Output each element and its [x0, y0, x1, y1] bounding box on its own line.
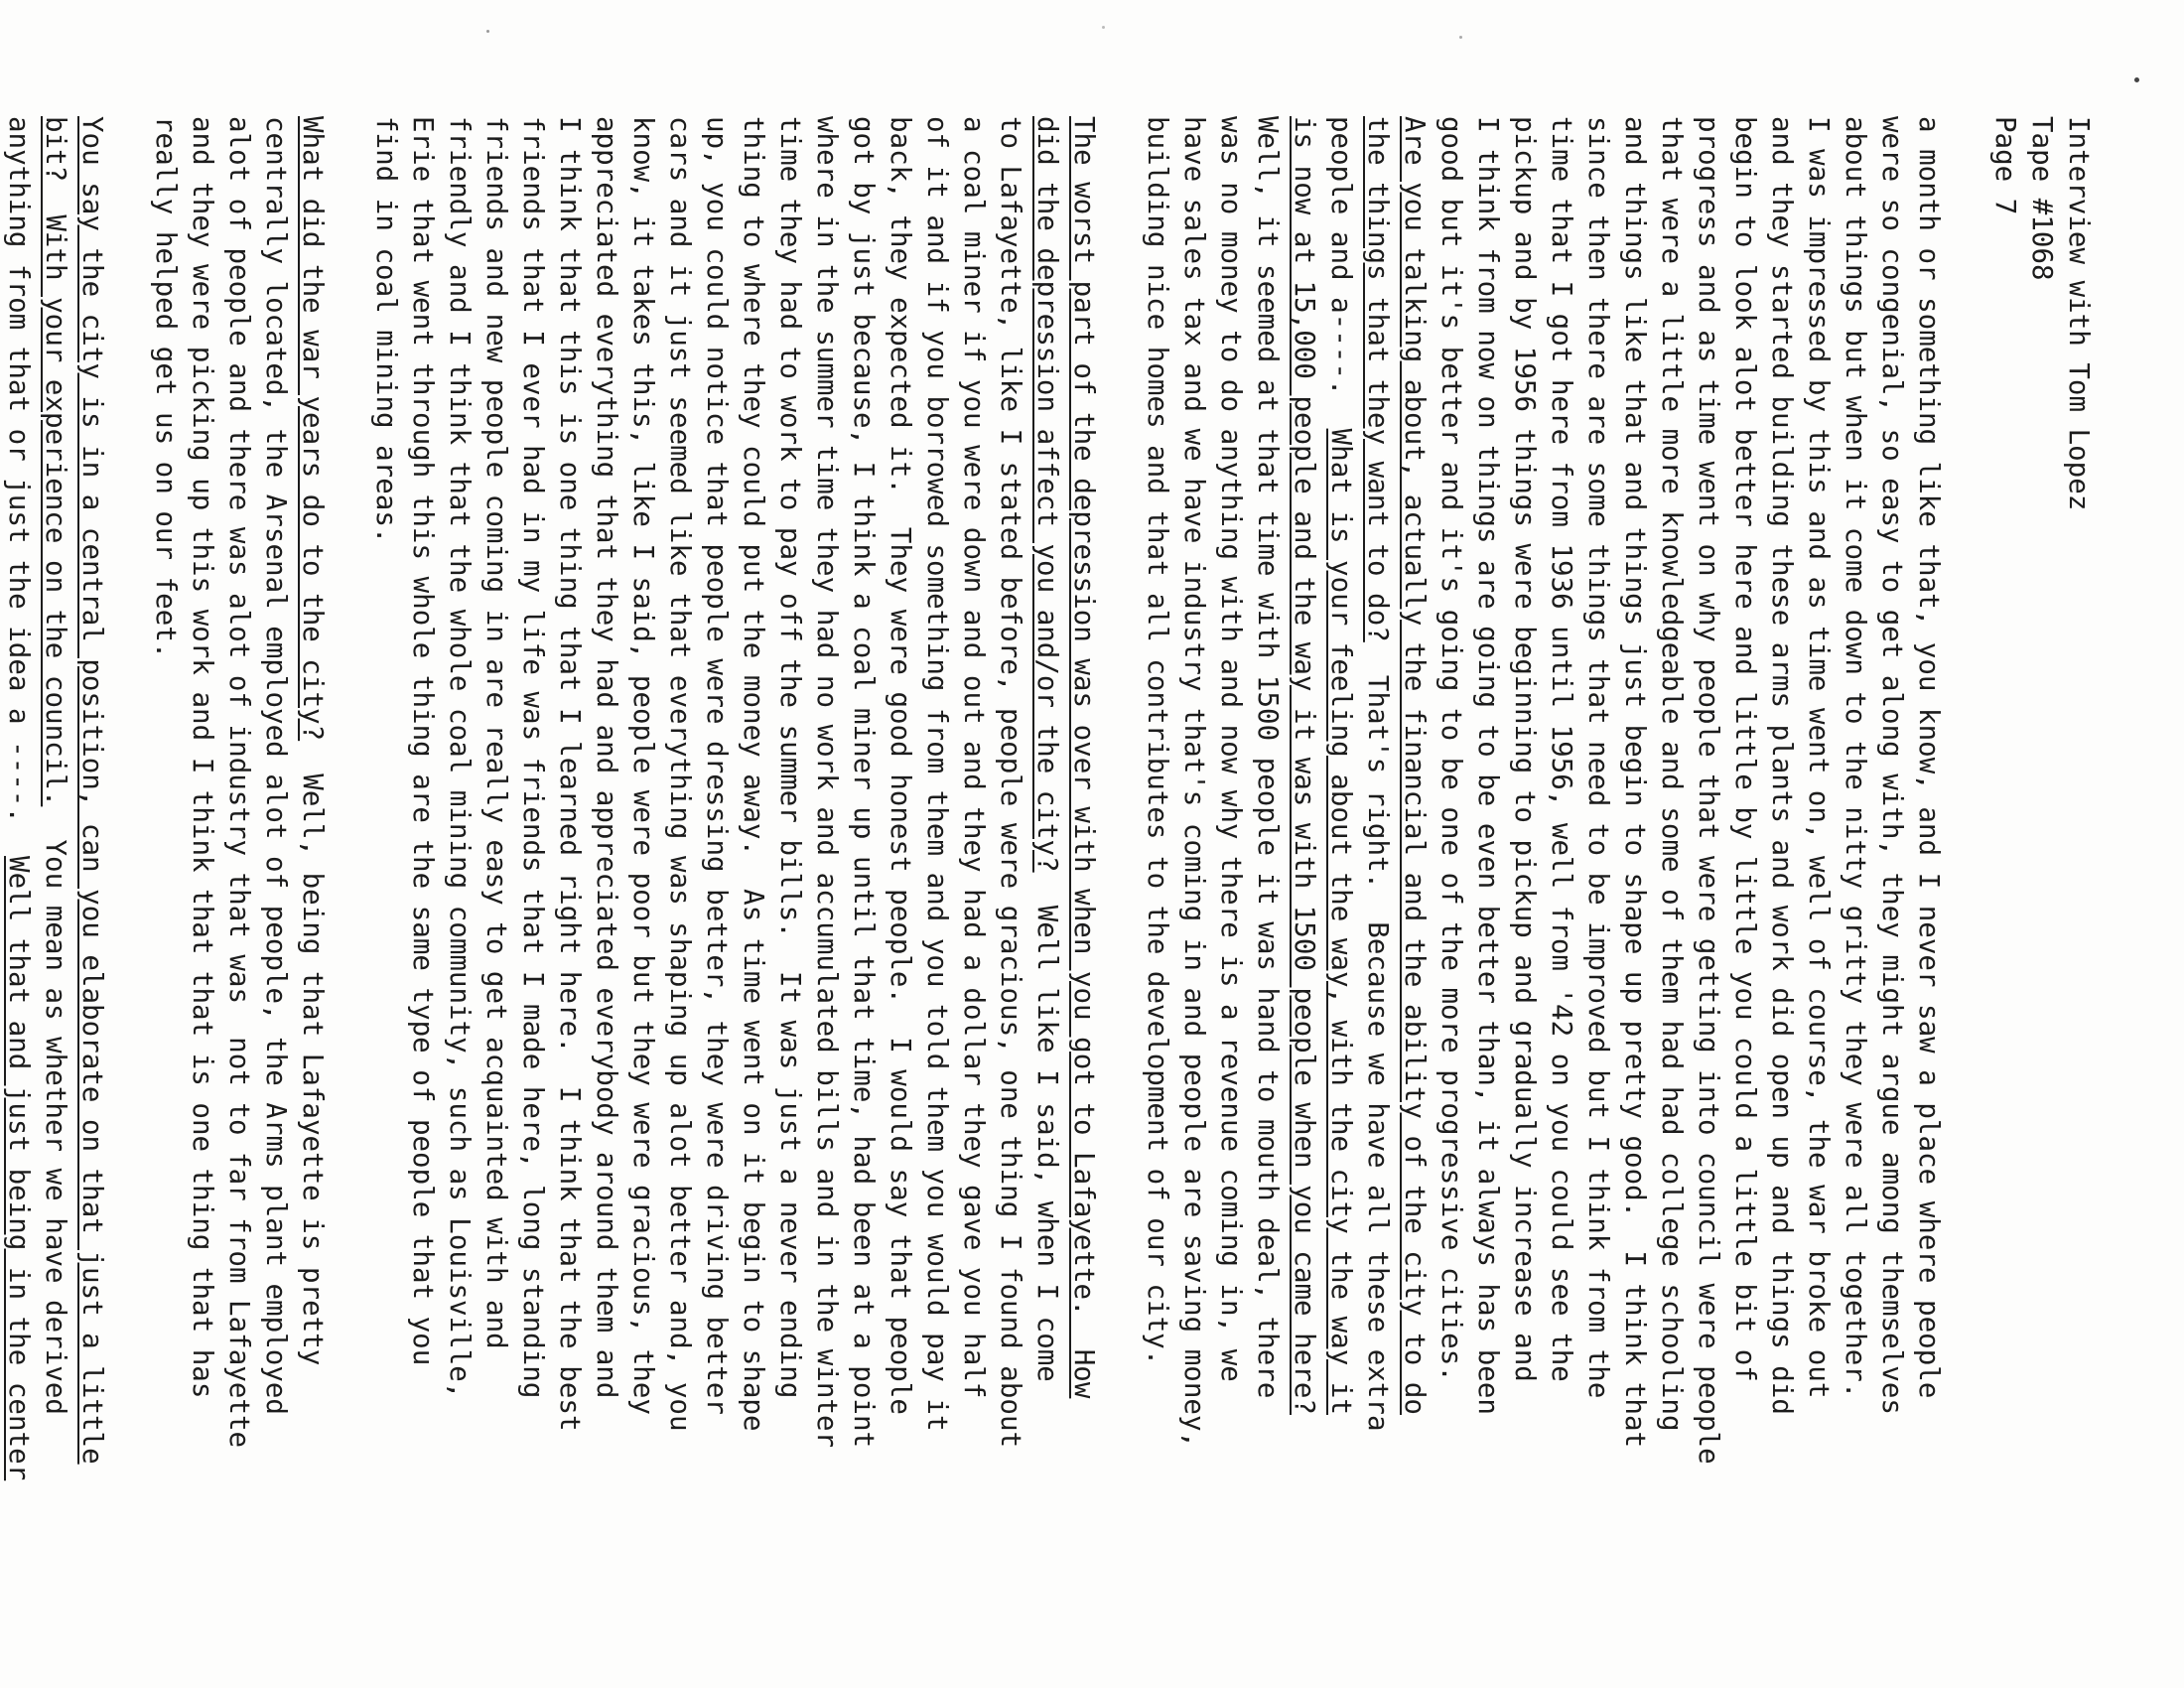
text-line	[184, 116, 220, 1536]
interviewer-question: is now at 15,000 people and the way it was with 1500 people when you came here?	[1289, 116, 1320, 1415]
transcript-text-segment: alot of people and there was alot of industry that was not to far from Lafayette	[223, 116, 255, 1449]
transcript-text-segment: Erie that went through this whole thing are the same type of people that you	[407, 116, 439, 1366]
text-line	[514, 116, 551, 1536]
text-line	[1212, 116, 1249, 1536]
paragraph	[147, 116, 331, 1536]
interviewer-question: What is your feeling about the way, with the city the way it	[1325, 428, 1357, 1415]
paragraph	[0, 116, 110, 1536]
text-line	[1506, 116, 1543, 1536]
transcript-text-segment: You mean as whether we have derived	[40, 806, 71, 1415]
transcript-text-segment: was no money to do anything with and now why there is a revenue coming in, we	[1215, 116, 1247, 1382]
text-line	[1616, 116, 1653, 1536]
text-line	[1690, 116, 1726, 1536]
transcript-text-segment: That's right. Because we have all these extra	[1362, 641, 1394, 1432]
transcript-text-segment: I was impressed by this and as time went on, well of course, the war broke out	[1803, 116, 1835, 1399]
transcript-text	[0, 116, 1947, 1536]
transcript-text-segment: Well like I said, when I come	[1031, 872, 1063, 1382]
interviewer-question: the things that they want to do?	[1362, 116, 1394, 642]
text-line	[73, 116, 110, 1536]
text-line	[698, 116, 735, 1536]
header-line: Tape #1068	[2026, 116, 2058, 281]
transcript-text-segment: to Lafayette, like I stated before, people were gracious, one thing I found about	[995, 116, 1026, 1449]
transcript-text-segment: friends and new people coming in are really easy to get acquainted with and	[480, 116, 512, 1349]
text-line	[1469, 116, 1506, 1536]
transcript-text-segment: of it and if you borrowed something from them and you told them you would pay it	[921, 116, 953, 1432]
transcript-text-segment: back, they expected it. They were good honest people. I would say that people	[885, 116, 916, 1415]
text-line	[478, 116, 514, 1536]
transcript-text-segment: friendly and I think that the whole coal mining community, such as Louisville,	[444, 116, 476, 1399]
transcript-text-segment: appreciated everything that they had and appreciated everybody around them and	[591, 116, 622, 1399]
text-line	[1763, 116, 1800, 1536]
text-line	[404, 116, 441, 1536]
interviewer-question: Are you talking about, actually the financial and the ability of the city to do	[1399, 116, 1431, 1415]
transcript-text-segment: people and a----.	[1325, 116, 1357, 429]
text-line	[1800, 116, 1837, 1536]
text-line	[1653, 116, 1690, 1536]
transcript-text-segment: friends that I ever had in my life was friends that I made here, long standing	[517, 116, 549, 1399]
text-line	[0, 116, 37, 1536]
transcript-text-segment: pickup and by 1956 things were beginning to pickup and gradually increase and	[1509, 116, 1541, 1382]
text-line	[808, 116, 845, 1536]
header-line: Page 7	[1989, 116, 2021, 215]
text-line	[1873, 116, 1910, 1536]
transcript-text-segment: Well, being that Lafayette is pretty	[297, 741, 329, 1366]
interviewer-question: You say the city is in a central position, can you elaborate on that just a little	[76, 116, 108, 1465]
text-line	[1396, 116, 1433, 1536]
text-line	[661, 116, 698, 1536]
text-line	[147, 116, 184, 1536]
text-line	[1910, 116, 1947, 1536]
text-line	[1726, 116, 1763, 1536]
text-line	[992, 116, 1028, 1536]
text-line	[367, 116, 404, 1536]
text-line	[845, 116, 882, 1536]
transcript-text-segment: since then there are some things that need to be improved but I think from the	[1582, 116, 1614, 1399]
text-line	[771, 116, 808, 1536]
interviewer-question: Well that and just being in the center	[3, 856, 35, 1481]
transcript-text-segment: really helped get us on our feet.	[150, 116, 182, 659]
text-line	[1286, 116, 1322, 1536]
transcript-text-segment: and things like that and things just begin to shape up pretty good. I think that	[1619, 116, 1651, 1449]
transcript-text-segment: begin to look alot better here and little by little you could a little bit of	[1729, 116, 1761, 1382]
transcript-text-segment: good but it's better and it's going to be one of the more progressive cities.	[1435, 116, 1467, 1382]
transcript-text-segment: and they were picking up this work and I think that that is one thing that has	[187, 116, 218, 1399]
paragraph	[1139, 116, 1947, 1536]
transcript-text-segment: a month or something like that, you know, and I never saw a place where people	[1913, 116, 1945, 1399]
text-line	[1139, 116, 1175, 1536]
transcript-text-segment: that were a little more knowledgeable and some of them had had college schooling	[1656, 116, 1688, 1432]
transcript-text-segment: I think from now on things are going to be even better than, it always has been	[1472, 116, 1504, 1415]
transcript-text-segment: where in the summer time they had no work and accumulated bills and in the winter	[811, 116, 843, 1449]
interviewer-question: did the depression affect you and/or the city?	[1031, 116, 1063, 873]
transcript-text-segment: anything from that or just the idea a ----.	[3, 116, 35, 857]
transcript-text-segment: have sales tax and we have industry that's coming in and people are saving money,	[1178, 116, 1210, 1449]
transcript-text-segment: centrally located, the Arsenal employed alot of people, the Arms plant employed	[260, 116, 292, 1415]
transcript-text-segment: know, it takes this, like I said, people were poor but they were gracious, they	[627, 116, 659, 1415]
transcript-text-segment: Well, it seemed at that time with 1500 people it was hand to mouth deal, there	[1252, 116, 1284, 1399]
transcript-text-segment: thing to where they could put the money away. As time went on it begin to shape	[738, 116, 769, 1432]
text-line	[1359, 116, 1396, 1536]
transcript-text-segment: a coal miner if you were down and out and they had a dollar they gave you half	[958, 116, 990, 1399]
transcript-text-segment: cars and it just seemed like that everything was shaping up alot better and, you	[664, 116, 696, 1432]
text-line	[955, 116, 992, 1536]
interviewer-question: The worst part of the depression was over with when you got to Lafayette. How	[1068, 116, 1100, 1399]
text-line	[624, 116, 661, 1536]
text-line	[918, 116, 955, 1536]
text-line	[1543, 116, 1579, 1536]
text-line	[1837, 116, 1873, 1536]
document-body	[0, 116, 2097, 1536]
text-line	[1175, 116, 1212, 1536]
text-line	[220, 116, 257, 1536]
text-line	[1249, 116, 1286, 1536]
interviewer-question: bit? With your experience on the council.	[40, 116, 71, 807]
text-line	[1322, 116, 1359, 1536]
text-line	[294, 116, 331, 1536]
text-line	[1579, 116, 1616, 1536]
transcript-text-segment: find in coal mining areas.	[370, 116, 402, 544]
text-line	[588, 116, 624, 1536]
transcript-text-segment: I think that this is one thing that I learned right here. I think that the best	[554, 116, 586, 1432]
transcript-text-segment: about things but when it come down to the nitty gritty they were all together.	[1840, 116, 1871, 1399]
text-line	[1028, 116, 1065, 1536]
transcript-text-segment: time they had to work to pay off the summer bills. It was just a never ending	[774, 116, 806, 1399]
transcript-text-segment: up, you could notice that people were dressing better, they were driving better	[701, 116, 733, 1415]
page-header	[1986, 116, 2097, 1536]
text-line	[37, 116, 73, 1536]
text-line	[735, 116, 771, 1536]
text-line	[1433, 116, 1469, 1536]
text-line	[441, 116, 478, 1536]
text-line	[882, 116, 918, 1536]
transcript-text-segment: and they started building these arms plants and work did open up and things did	[1766, 116, 1798, 1415]
transcript-text-segment: progress and as time went on why people that were getting into council were people	[1693, 116, 1724, 1465]
text-line	[1065, 116, 1102, 1536]
header-line: Interview with Tom Lopez	[2063, 116, 2095, 511]
transcript-text-segment: time that I got here from 1936 until 1956, well from '42 on you could see the	[1546, 116, 1577, 1382]
text-line	[551, 116, 588, 1536]
transcript-text-segment: were so congenial, so easy to get along with, they might argue among themselves	[1876, 116, 1908, 1415]
interviewer-question: What did the war years do to the city?	[297, 116, 329, 742]
paragraph	[367, 116, 1102, 1536]
transcript-text-segment: got by just because, I think a coal miner up until that time, had been at a point	[848, 116, 880, 1449]
text-line	[257, 116, 294, 1536]
transcript-text-segment: building nice homes and that all contributes to the development of our city.	[1142, 116, 1173, 1366]
